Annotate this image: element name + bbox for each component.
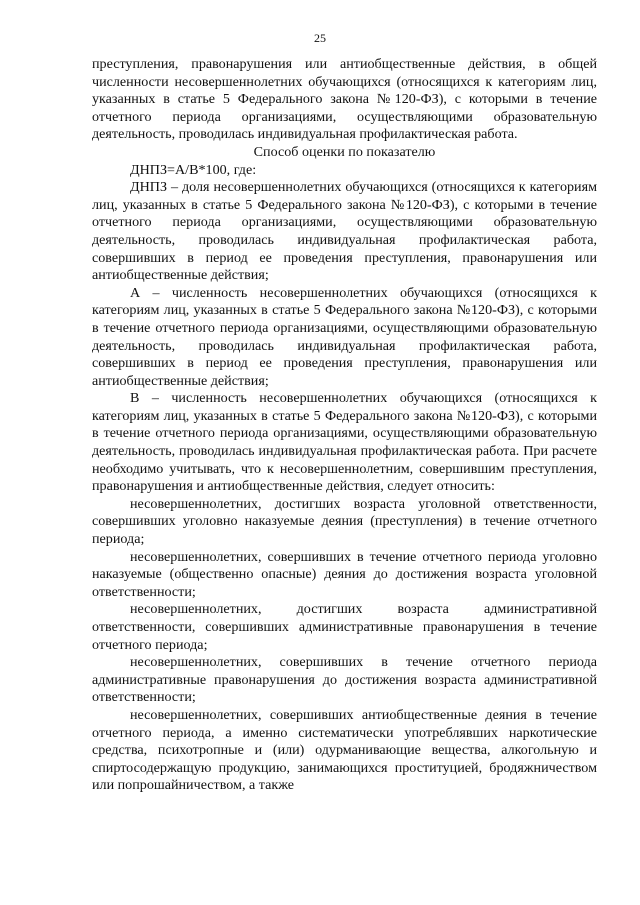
- list-item: несовершеннолетних, совершивших антиобщественные деяния в течение отчетного периода, а именно систематически употреблявших наркотические средства, психотропные и (или) одурманивающие вещества, алкогольную и спиртосодержащую продукцию, занимающихся проституцией, бродяжничеством или попрошайничеством, а также: [92, 706, 597, 794]
- definition-b: В – численность несовершеннолетних обучающихся (относящихся к категориям лиц, указанных в статье 5 Федерального закона №120-ФЗ), с которыми в течение отчетного периода организациями, осуществляющими образовательную деятельность, проводилась индивидуальная профилактическая работа. При расчете необходимо учитывать, что к несовершеннолетним, совершившим преступления, правонарушения и антиобщественные действия, следует относить:: [92, 390, 597, 495]
- list-item: несовершеннолетних, совершивших в течение отчетного периода уголовно наказуемые (общественно опасные) деяния до достижения возраста уголовной ответственности;: [92, 548, 597, 600]
- definition-dnpz: ДНПЗ – доля несовершеннолетних обучающихся (относящихся к категориям лиц, указанных в статье 5 Федерального закона №120-ФЗ), с которыми в течение отчетного периода организациями, осуществляющими образовательную деятельность, проводилась индивидуальная профилактическая работа, совершивших в период ее проведения преступления, правонарушения или антиобщественные действия;: [92, 179, 597, 284]
- list-item: несовершеннолетних, достигших возраста уголовной ответственности, совершивших уголовно наказуемые деяния (преступления) в течение отчетного периода;: [92, 495, 597, 548]
- page-number: 25: [314, 31, 326, 45]
- definition-a: А – численность несовершеннолетних обучающихся (относящихся к категориям лиц, указанных в статье 5 Федерального закона №120-ФЗ), с которыми в течение отчетного периода организациями, осуществляющими образовательную деятельность, проводилась индивидуальная профилактическая работа, совершивших в период ее проведения преступления, правонарушения или антиобщественные действия;: [92, 284, 597, 389]
- document-body: [92, 56, 597, 795]
- formula: ДНПЗ=А/В*100, где:: [130, 161, 257, 178]
- section-heading: Способ оценки по показателю: [253, 143, 436, 160]
- paragraph-continuation: преступления, правонарушения или антиобщественные действия, в общей численности несовершеннолетних обучающихся (относящихся к категориям лиц, указанных в статье 5 Федерального закона №120-ФЗ), с которыми в течение отчетного периода организациями, осуществляющими образовательную деятельность, проводилась индивидуальная профилактическая работа.: [92, 56, 597, 143]
- list-item: несовершеннолетних, совершивших в течение отчетного периода административные правонарушения до достижения возраста административной ответственности;: [92, 654, 597, 706]
- list-item: несовершеннолетних, достигших возраста административной ответственности, совершивших административные правонарушения в течение отчетного периода;: [92, 601, 597, 653]
